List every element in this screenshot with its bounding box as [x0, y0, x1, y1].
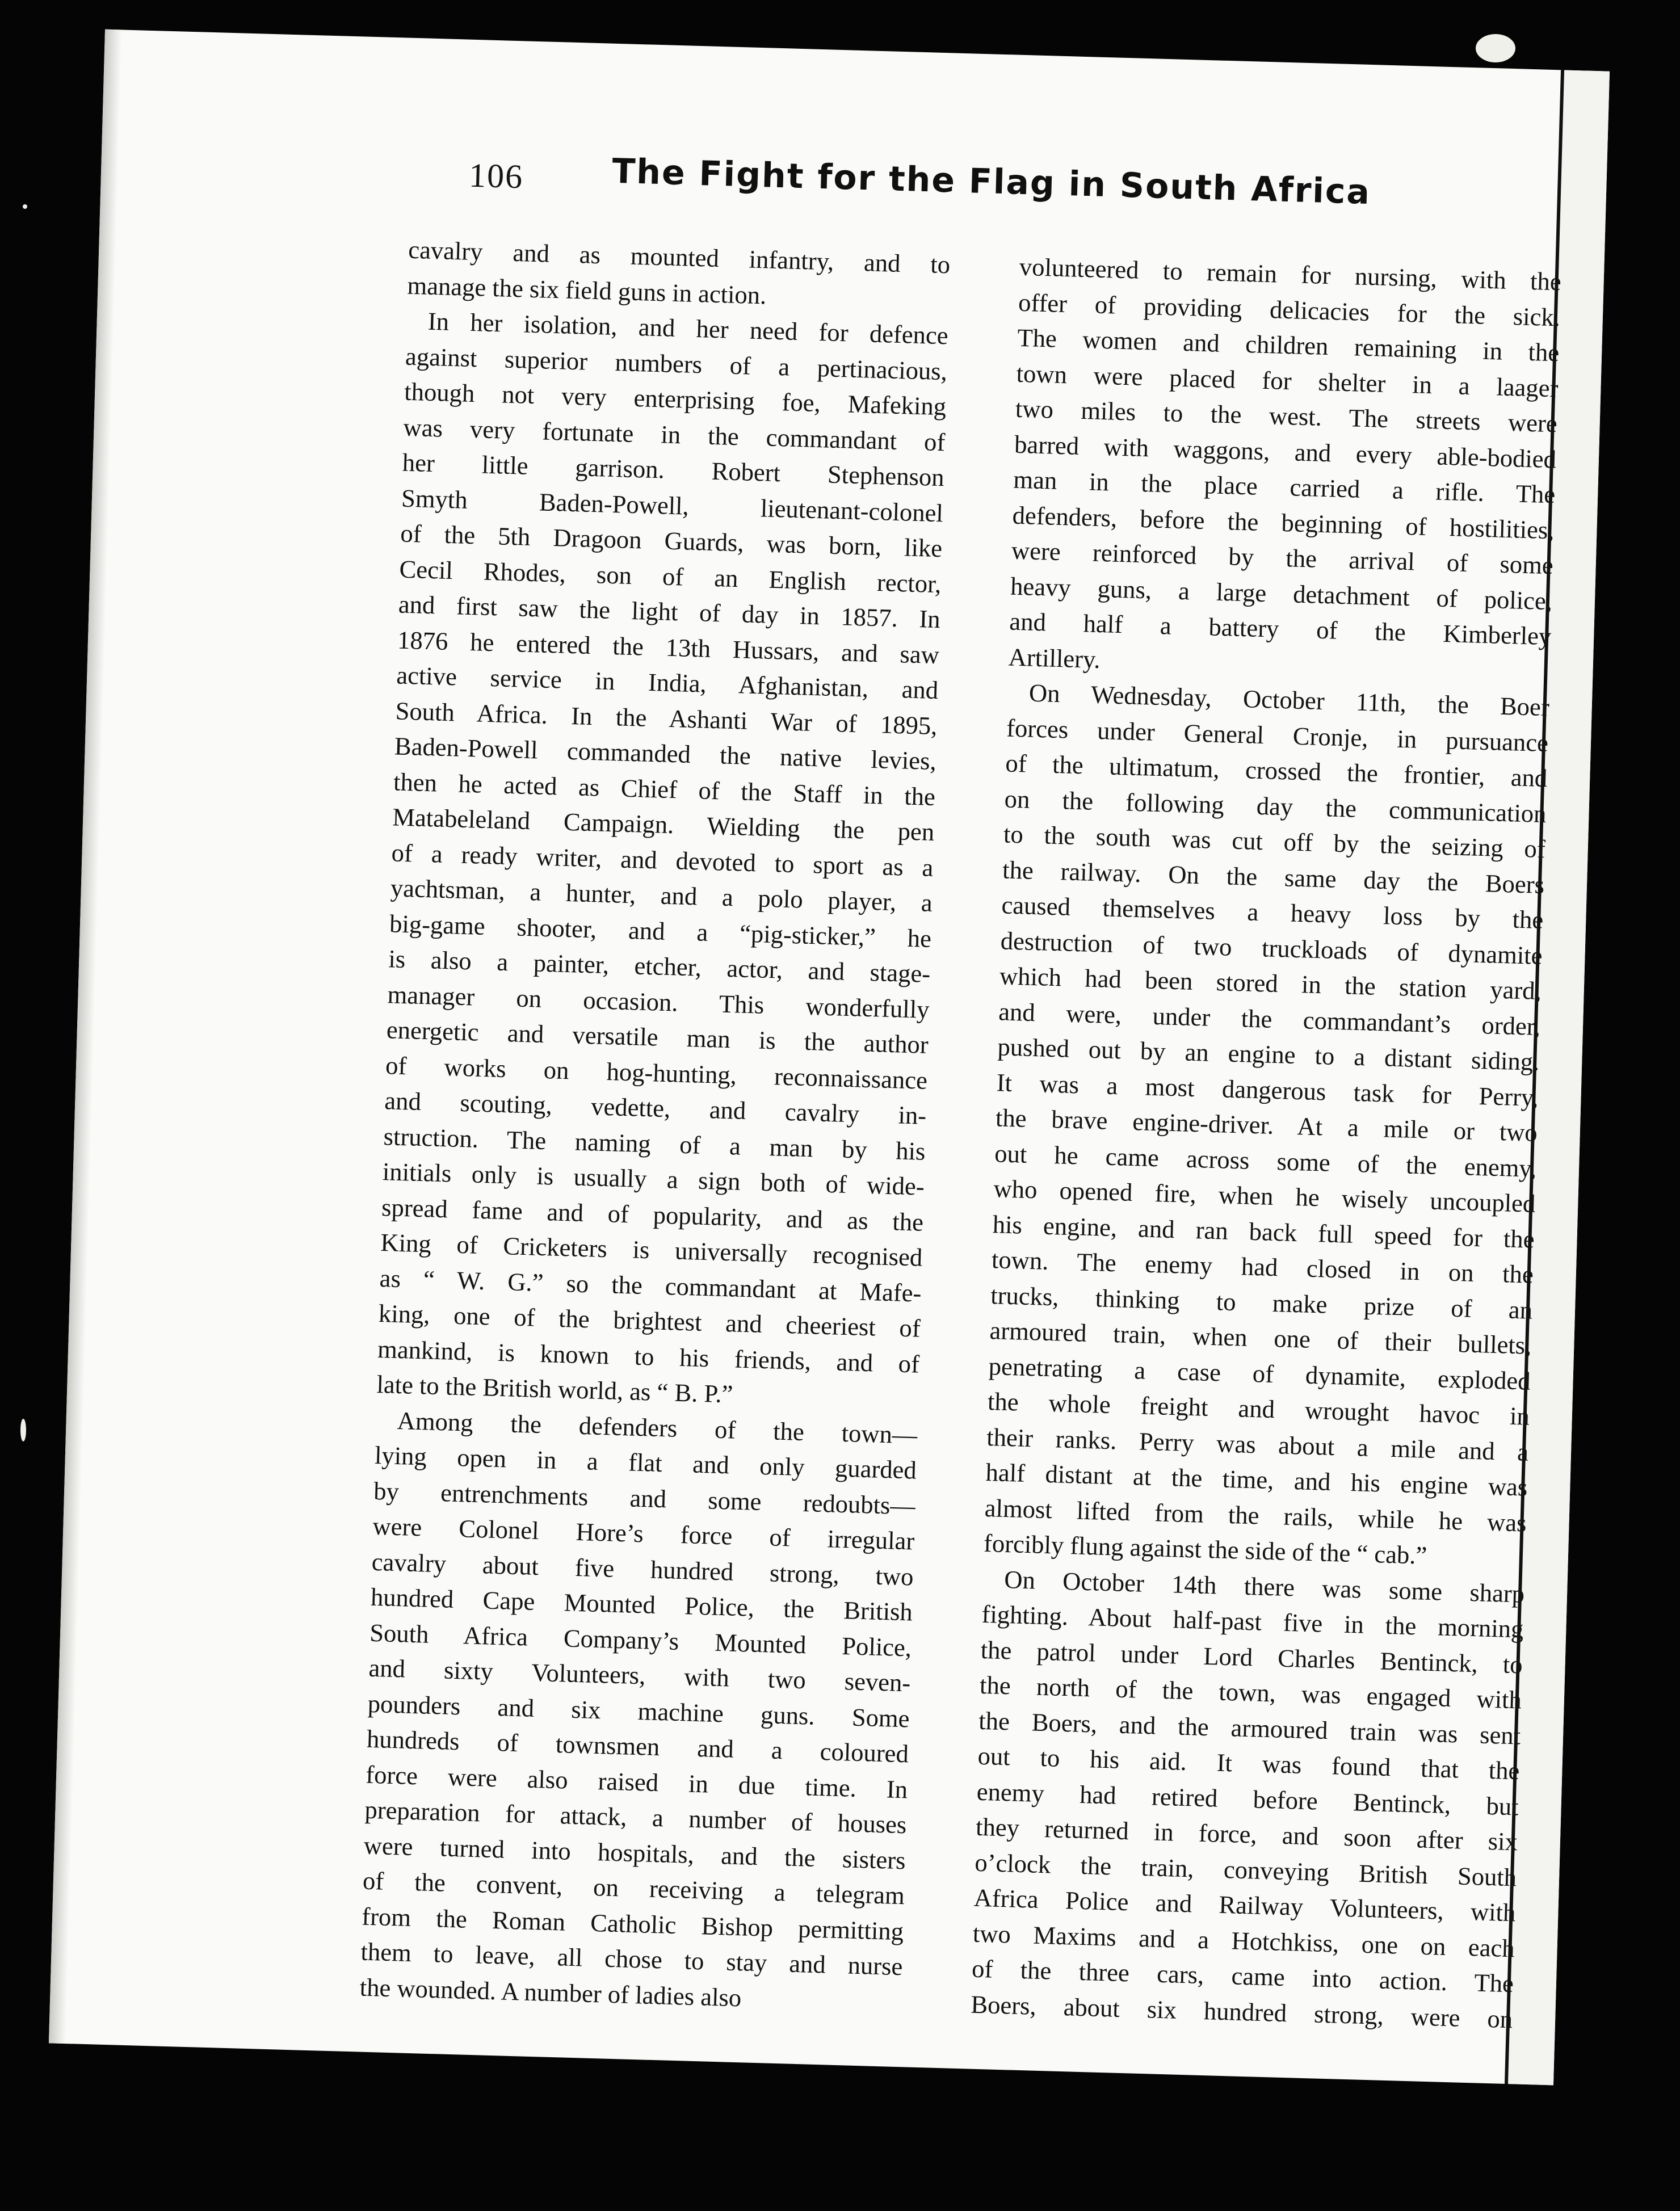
text-line: were turned into hospitals, and the sisters — [363, 1831, 906, 1874]
text-line: as “ W. G.” so the commandant at Mafe- — [379, 1263, 922, 1308]
text-line: South Africa Company’s Mounted Police, — [369, 1618, 912, 1662]
text-line: of works on hog-hunting, reconnaissance — [385, 1050, 928, 1095]
text-line: by entrenchments and some redoubts— — [373, 1476, 916, 1520]
text-line: forces under General Cronje, in pursuance — [1006, 713, 1549, 757]
text-line: cavalry about five hundred strong, two — [371, 1547, 914, 1591]
text-line: of the three cars, came into action. The — [971, 1954, 1514, 1998]
text-line: Cecil Rhodes, son of an English rector, — [399, 554, 942, 598]
text-line: two Maxims and a Hotchkiss, one on each — [972, 1919, 1515, 1962]
text-line: town were placed for shelter in a laager — [1016, 359, 1559, 402]
text-line: king, one of the brightest and cheeriest of — [378, 1299, 921, 1343]
text-line: King of Cricketers is universally recognised — [380, 1228, 923, 1272]
text-line: who opened fire, when he wisely uncoupled — [993, 1174, 1536, 1218]
text-line: mankind, is known to his friends, and of — [377, 1334, 920, 1378]
text-line: two miles to the west. The streets were — [1015, 394, 1558, 438]
text-line: the patrol under Lord Charles Bentinck, to — [980, 1635, 1523, 1679]
text-line: the north of the town, was engaged with — [979, 1670, 1522, 1714]
text-line: armoured train, when one of their bullets, — [989, 1316, 1532, 1360]
text-line: hundreds of townsmen and a coloured — [366, 1724, 909, 1768]
text-line: On October 14th there was some sharp — [1003, 1565, 1525, 1608]
scan-speck — [1476, 34, 1515, 62]
text-line: fighting. About half-past five in the morning — [981, 1599, 1524, 1643]
text-line: 1876 he entered the 13th Hussars, and saw — [397, 625, 940, 669]
text-line: out he came across some of the enemy, — [994, 1138, 1537, 1183]
text-line: his engine, and ran back full speed for the — [992, 1209, 1535, 1254]
text-line: were Colonel Hore’s force of irregular — [372, 1511, 915, 1556]
text-line: spread fame and of popularity, and as the — [381, 1192, 924, 1237]
text-line: preparation for attack, a number of houses — [364, 1795, 907, 1839]
text-line: Matabeleland Campaign. Wielding the pen — [392, 802, 935, 847]
scan-speck — [23, 204, 27, 209]
text-line: heavy guns, a large detachment of police, — [1010, 571, 1553, 615]
text-line: them to leave, all chose to stay and nurse — [360, 1937, 904, 1981]
text-line: manage the six field guns in action. — [407, 271, 767, 309]
text-line: offer of providing delicacies for the sick. — [1018, 288, 1561, 331]
text-line: On Wednesday, October 11th, the Boer — [1028, 678, 1550, 722]
text-line: hundred Cape Mounted Police, the British — [370, 1582, 913, 1626]
text-line: defenders, before the beginning of hostilities, — [1012, 501, 1555, 544]
text-line: energetic and versatile man is the author — [386, 1015, 929, 1059]
text-line: the railway. On the same day the Boers — [1002, 855, 1545, 899]
text-line: The women and children remaining in the — [1017, 323, 1560, 367]
text-line: active service in India, Afghanistan, and — [396, 661, 939, 705]
text-line: penetrating a case of dynamite, exploded — [988, 1351, 1531, 1395]
text-line: forcibly flung against the side of the “ cab.” — [983, 1528, 1427, 1570]
text-column-left — [359, 232, 951, 2020]
text-line: was very fortunate in the commandant of — [403, 413, 946, 456]
text-line: and scouting, vedette, and cavalry in- — [384, 1086, 927, 1130]
text-line: of the 5th Dragoon Guards, was born, like — [400, 519, 943, 563]
text-line: from the Roman Catholic Bishop permitting — [361, 1902, 904, 1945]
text-line: Baden-Powell commanded the native levies, — [394, 732, 937, 776]
text-line: Africa Police and Railway Volunteers, with — [973, 1883, 1517, 1927]
text-column-right — [971, 249, 1562, 2037]
running-head: The Fight for the Flag in South Africa — [611, 151, 1371, 213]
text-line: Smyth Baden-Powell, lieutenant-colonel — [401, 484, 944, 527]
text-line: destruction of two truckloads of dynamite — [1000, 926, 1543, 970]
text-line: It was a most dangerous task for Perry, — [996, 1067, 1539, 1112]
text-line: late to the British world, as “ B. P.” — [376, 1369, 734, 1409]
text-line: they returned in force, and soon after six — [975, 1812, 1518, 1856]
text-line: out to his aid. It was found that the — [977, 1741, 1521, 1785]
text-line: the whole freight and wrought havoc in — [987, 1387, 1530, 1431]
text-line: man in the place carried a rifle. The — [1013, 465, 1556, 509]
text-line: trucks, thinking to make prize of an — [990, 1280, 1533, 1325]
text-line: is also a painter, etcher, actor, and stage- — [388, 944, 931, 988]
text-line: her little garrison. Robert Stephenson — [402, 448, 945, 492]
text-line: the Boers, and the armoured train was sent — [978, 1706, 1521, 1750]
text-line: were reinforced by the arrival of some — [1011, 536, 1554, 580]
text-line: of a ready writer, and devoted to sport as a — [391, 838, 934, 882]
text-line: and first saw the light of day in 1857. In — [398, 590, 941, 634]
text-line: Boers, about six hundred strong, were on — [970, 1990, 1513, 2033]
text-line: which had been stored in the station yard, — [999, 961, 1542, 1005]
text-line: to the south was cut off by the seizing of — [1003, 819, 1546, 864]
text-line: and half a battery of the Kimberley — [1009, 607, 1552, 651]
text-line: though not very enterprising foe, Mafeking — [404, 377, 947, 421]
text-line: yachtsman, a hunter, and a polo player, a — [390, 873, 933, 917]
text-line: their ranks. Perry was about a mile and a — [986, 1422, 1529, 1466]
page-number: 106 — [468, 156, 524, 196]
text-line: and were, under the commandant’s order, — [998, 997, 1541, 1041]
text-line: cavalry and as mounted infantry, and to — [408, 235, 951, 279]
text-line: Artillery. — [1008, 642, 1101, 674]
scan-speck — [20, 1419, 26, 1441]
text-line: big-game shooter, and a “pig-sticker,” he — [389, 909, 932, 953]
text-line: initials only is usually a sign both of wide- — [382, 1157, 925, 1201]
text-line: manager on occasion. This wonderfully — [387, 980, 930, 1024]
text-line: the wounded. A number of ladies also — [359, 1973, 742, 2012]
text-line: South Africa. In the Ashanti War of 1895, — [395, 696, 938, 740]
text-line: on the following day the communication — [1004, 784, 1547, 828]
text-line: and sixty Volunteers, with two seven- — [368, 1653, 911, 1697]
text-line: force were also raised in due time. In — [365, 1760, 908, 1804]
text-line: volunteered to remain for nursing, with the — [1019, 252, 1562, 296]
text-line: of the ultimatum, crossed the frontier, and — [1005, 749, 1548, 793]
text-line: enemy had retired before Bentinck, but — [976, 1777, 1519, 1821]
text-line: struction. The naming of a man by his — [383, 1121, 926, 1166]
text-line: against superior numbers of a pertinacious, — [405, 342, 948, 385]
text-line: In her isolation, and her need for defence — [427, 306, 949, 350]
text-line: the brave engine-driver. At a mile or two — [995, 1103, 1538, 1147]
text-line: of the convent, on receiving a telegram — [362, 1866, 905, 1910]
text-line: pounders and six machine guns. Some — [367, 1689, 910, 1733]
text-line: almost lifted from the rails, while he was — [984, 1493, 1527, 1537]
page-gutter-shadow — [49, 30, 122, 2044]
text-line: Among the defenders of the town— — [397, 1406, 918, 1449]
text-line: o’clock the train, conveying British South — [974, 1848, 1517, 1891]
text-line: lying open in a flat and only guarded — [374, 1440, 917, 1485]
text-line: caused themselves a heavy loss by the — [1001, 890, 1544, 935]
text-line: barred with waggons, and every able-bodied — [1014, 430, 1557, 473]
text-line: pushed out by an engine to a distant siding. — [997, 1032, 1540, 1076]
book-page — [49, 30, 1610, 2086]
text-line: town. The enemy had closed in on the — [991, 1245, 1534, 1289]
text-line: then he acted as Chief of the Staff in the — [393, 767, 936, 811]
text-line: half distant at the time, and his engine was — [985, 1457, 1528, 1502]
